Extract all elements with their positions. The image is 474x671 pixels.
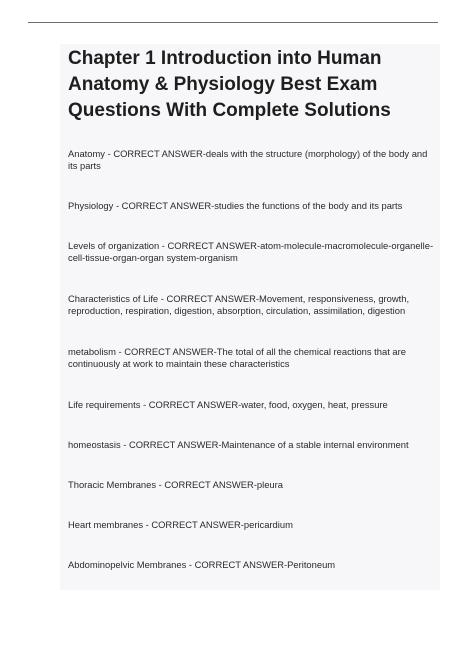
- qa-item-metabolism: metabolism - CORRECT ANSWER-The total of all the chemical reactions that are continuously at work to maintain these characteristics: [68, 346, 406, 369]
- qa-item-heart-membranes: Heart membranes - CORRECT ANSWER-pericardium: [68, 519, 293, 530]
- qa-item-homeostasis: homeostasis - CORRECT ANSWER-Maintenance of a stable internal environment: [68, 439, 409, 450]
- qa-item-physiology: Physiology - CORRECT ANSWER-studies the functions of the body and its parts: [68, 200, 403, 211]
- document-title: Chapter 1 Introduction into Human Anatomy & Physiology Best Exam Questions With Complete Solutions: [68, 48, 391, 121]
- qa-item-thoracic-membranes: Thoracic Membranes - CORRECT ANSWER-pleura: [68, 479, 283, 490]
- content-area: [60, 44, 440, 590]
- qa-item-levels-of-organization: Levels of organization - CORRECT ANSWER-atom-molecule-macromolecule-organelle-cell-tissue-organ-organ system-organism: [68, 240, 434, 263]
- header-rule: [28, 22, 438, 23]
- qa-item-anatomy: Anatomy - CORRECT ANSWER-deals with the structure (morphology) of the body and its parts: [68, 148, 428, 171]
- qa-item-life-requirements: Life requirements - CORRECT ANSWER-water, food, oxygen, heat, pressure: [68, 399, 388, 410]
- qa-item-abdominopelvic-membranes: Abdominopelvic Membranes - CORRECT ANSWER-Peritoneum: [68, 559, 336, 570]
- qa-item-characteristics-of-life: Characteristics of Life - CORRECT ANSWER-Movement, responsiveness, growth, reproduction, respiration, digestion, absorption, circulation, assimilation, digestion: [68, 293, 410, 316]
